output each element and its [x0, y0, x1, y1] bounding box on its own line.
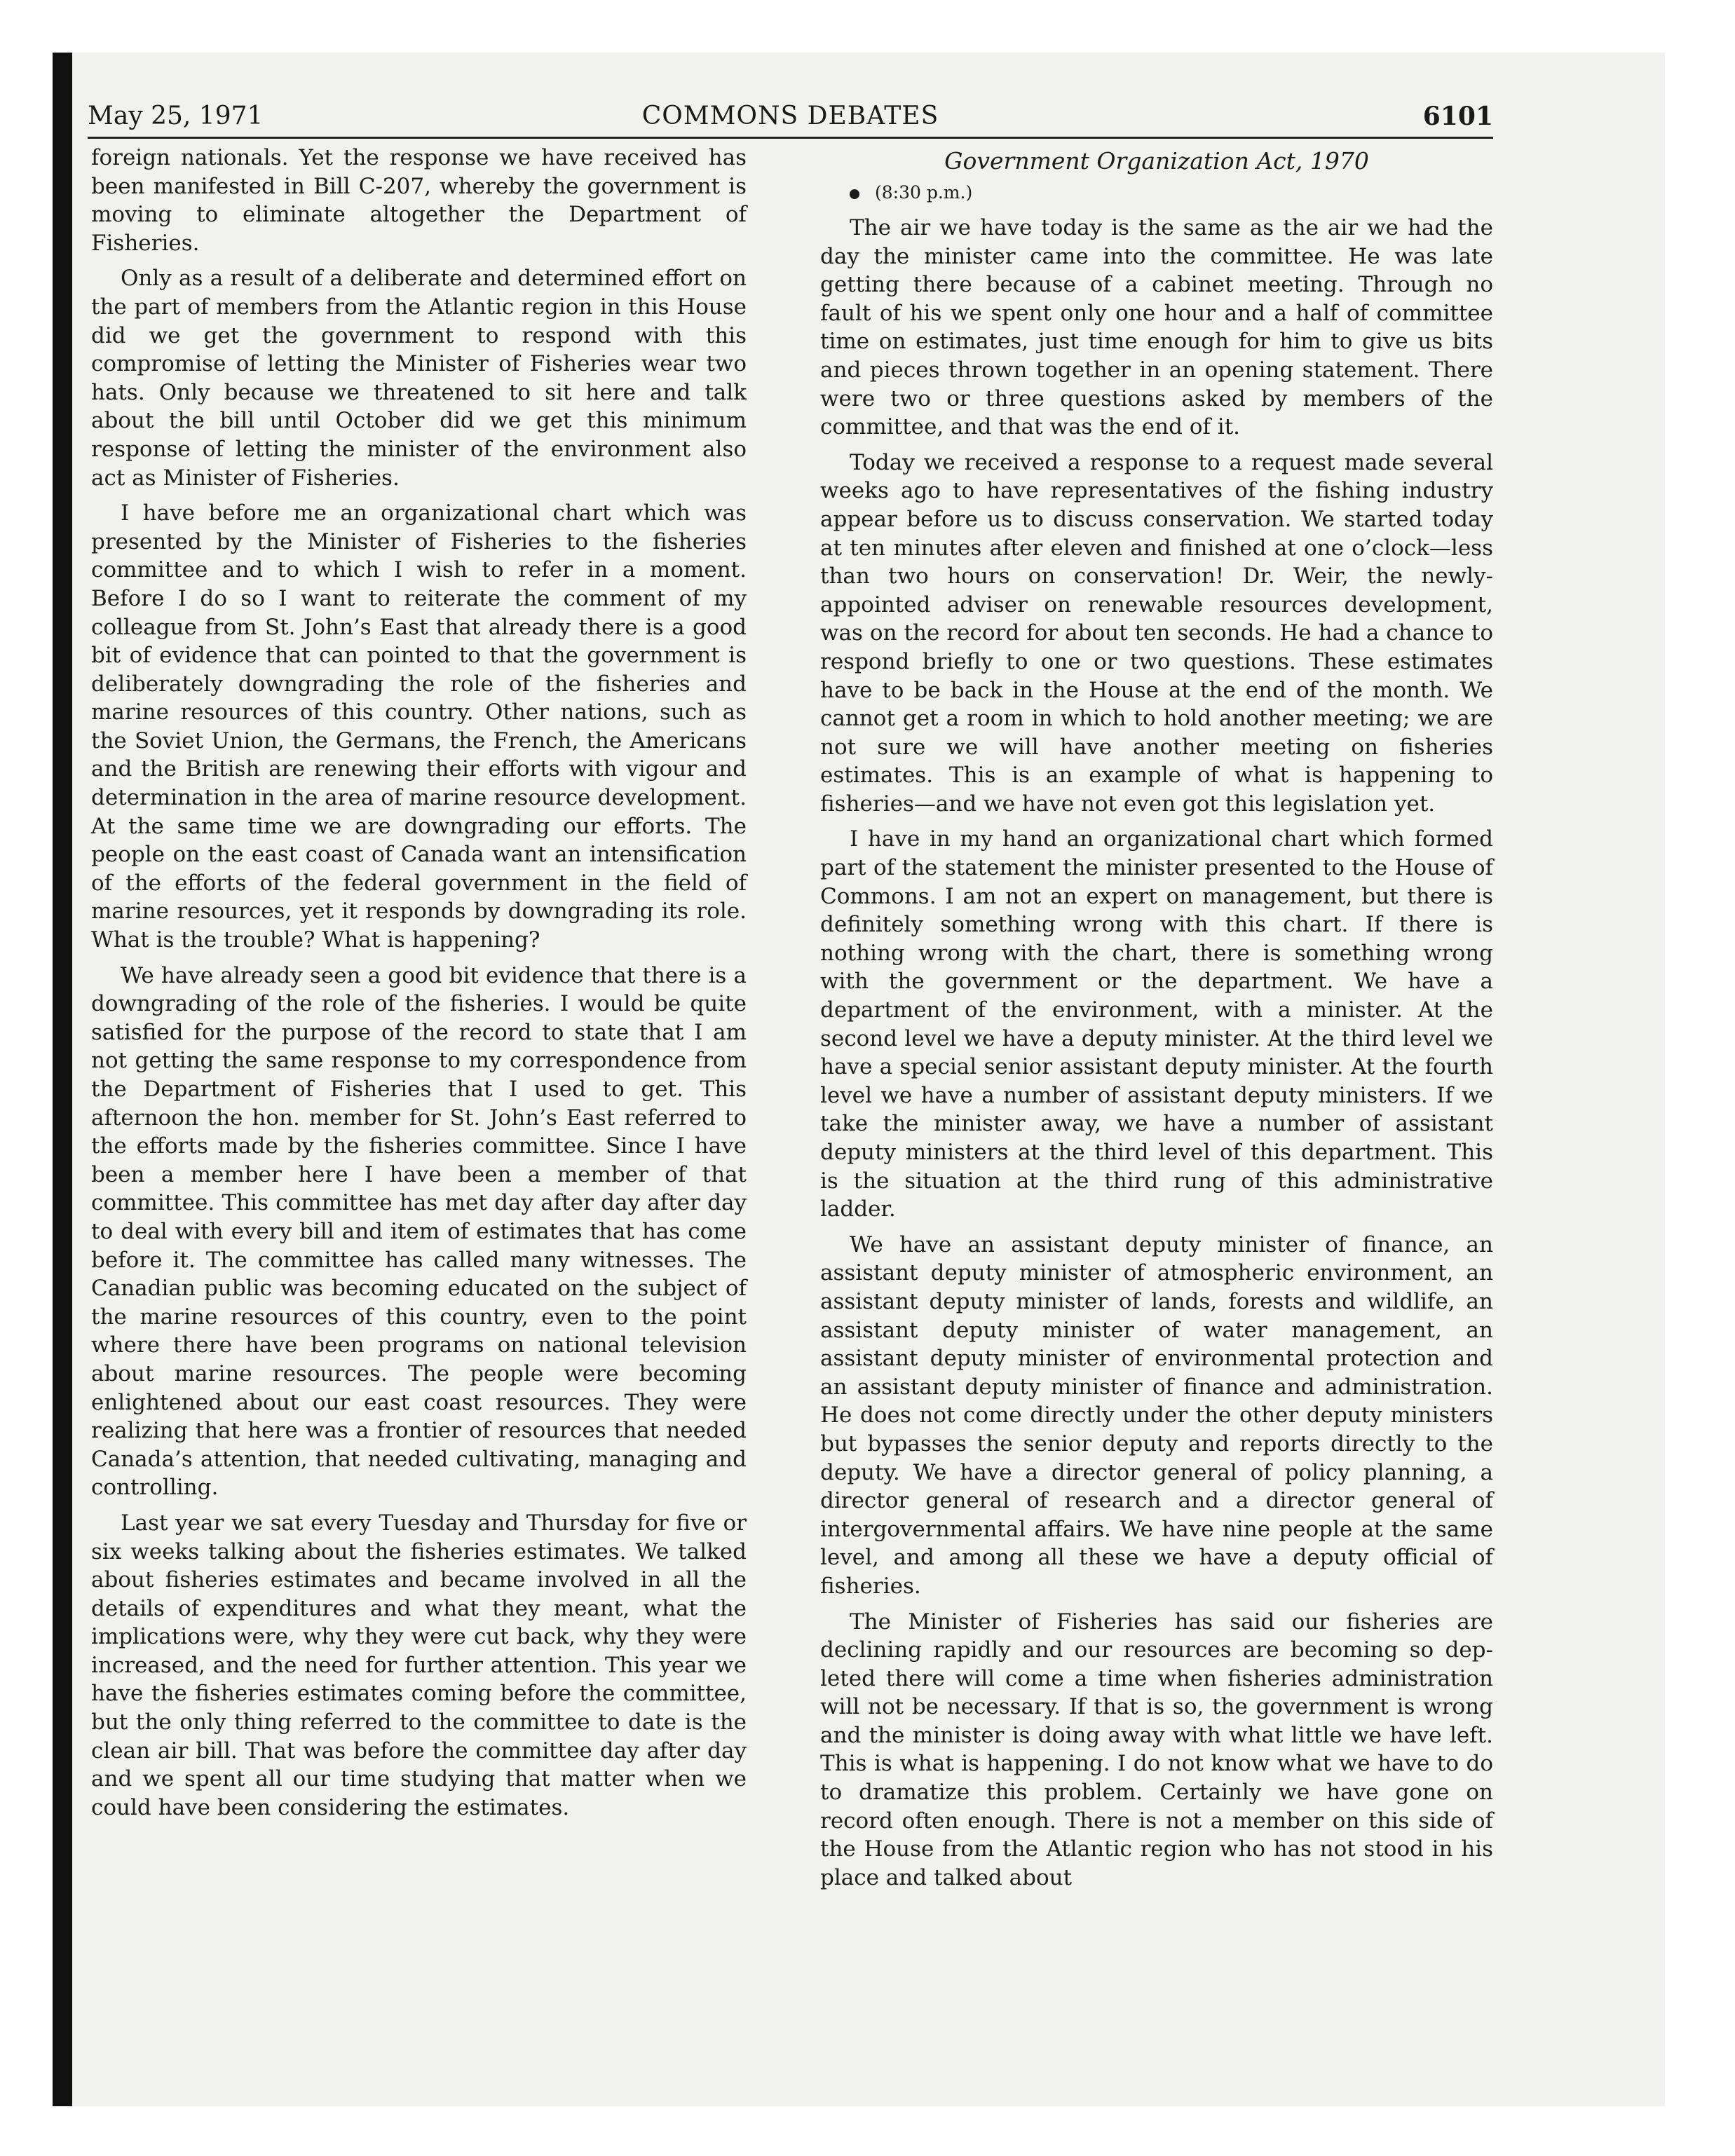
right-paragraph-2: Today we received a response to a request made several weeks ago to have representatives of the fishing industry appear before us to discuss conservation. We started today at ten minutes after eleven and finished at one o’clock—less than two hours on conservation! Dr. Weir, the newly-appointed adviser on renewable resources development, was on the record for about ten seconds. He had a chance to respond briefly to one or two questions. These estimates have to be back in the House at the end of the month. We cannot get a room in which to hold another meeting; we are not sure we will have another meeting on fisheries estimates. This is an example of what is happening to fisheries—and we have not even got this legislation yet.	[820, 449, 1493, 817]
page-header	[88, 102, 1493, 139]
time-stamp	[820, 179, 1493, 207]
right-paragraph-5: The Minister of Fisheries has said our fisheries are declining rapidly and our resources are becoming so depleted there will come a time when fisheries administration will not be necessary. If that is so, the government is wrong and the minister is doing away with what little we have left. This is what is happening. I do not know what we have to do to dramatize this problem. Certainly we have gone on record often enough. There is not a member on this side of the House from the Atlantic region who has not stood in his place and talked about	[820, 1609, 1493, 1890]
header-title: COMMONS DEBATES	[641, 102, 939, 130]
section-title: Government Organization Act, 1970	[944, 147, 1369, 175]
left-column	[91, 144, 747, 1829]
right-paragraph-3: I have in my hand an organizational chart which formed part of the statement the minister presented to the House of Commons. I am not an expert on management, but there is definitely something wrong with this chart. If there is nothing wrong with the chart, there is something wrong with the government or the department. We have a department of the environment, with a minister. At the second level we have a deputy minister. At the third level we have a special senior assistant deputy minister. At the fourth level we have a number of assistant deputy ministers. If we take the minister away, we have a number of assistant deputy ministers at the third level of this department. This is the situation at the third rung of this administrative ladder.	[820, 826, 1493, 1222]
left-paragraph-1: foreign nationals. Yet the response we have received has been manifested in Bill C-207, whereby the government is moving to eliminate altogether the Department of Fisheries.	[91, 145, 747, 256]
header-date: May 25, 1971	[88, 102, 264, 130]
bullet-icon	[850, 189, 859, 199]
left-paragraph-5: Last year we sat every Tuesday and Thursday for five or six weeks talking about the fisheries estimates. We talked about fisheries estimates and became involved in all the details of expenditures and what they meant, what the implications were, why they were cut back, why they were increased, and the need for further attention. This year we have the fisheries estimates coming before the committee, but the only thing referred to the committee to date is the clean air bill. That was before the committee day after day and we spent all our time studying that matter when we could have been considering the estimates.	[91, 1510, 747, 1820]
time-stamp-text: (8:30 p.m.)	[875, 182, 973, 203]
scan-edge	[53, 53, 72, 2106]
left-paragraph-4: We have already seen a good bit evidence that there is a downgrading of the role of the fisheries. I would be quite satisfied for the purpose of the record to state that I am not getting the same response to my correspondence from the Department of Fisheries that I used to get. This afternoon the hon. member for St. John’s East referred to the efforts made by the fisheries committee. Since I have been a member here I have been a member of that committee. This committee has met day after day after day to deal with every bill and item of estimates that has come before it. The committee has called many witnesses. The Canadian public was becoming educated on the subject of the marine resources of this country, even to the point where there have been programs on national television about marine resources. The people were becoming enlightened about our east coast resources. They were realizing that here was a frontier of resources that needed Canada’s attention, that needed cultivating, managing and controlling.	[91, 962, 747, 1501]
left-paragraph-3: I have before me an organizational chart which was presented by the Minister of Fisheries to the fisheries committee and to which I wish to refer in a moment. Before I do so I want to reiterate the comment of my colleague from St. John’s East that already there is a good bit of evidence that can pointed to that the government is deliberately downgrading the role of the fisheries and marine resources of this country. Other nations, such as the Soviet Union, the Germans, the French, the Americans and the British are renewing their efforts with vigour and determination in the area of marine resource development. At the same time we are downgrading our efforts. The people on the east coast of Canada want an intensification of the efforts of the federal government in the field of marine resources, yet it responds by downgrading its role. What is the trouble? What is happening?	[91, 500, 747, 953]
right-paragraph-1: The air we have today is the same as the air we had the day the minister came into the committee. He was late getting there because of a cabinet meeting. Through no fault of his we spent only one hour and a half of committee time on estimates, just time enough for him to give us bits and pieces thrown together in an opening statement. There were two or three questions asked by members of the committee, and that was the end of it.	[820, 215, 1493, 440]
right-paragraph-4: We have an assistant deputy minister of finance, an assistant deputy minister of atmospheric environment, an assistant deputy minister of lands, forests and wildlife, an assistant deputy minister of water management, an assistant deputy minister of environmental protection and an assistant deputy minister of finance and administration. He does not come directly under the other deputy ministers but bypasses the senior deputy and reports directly to the deputy. We have a director general of policy planning, a director general of research and a director general of intergovernmental affairs. We have nine people at the same level, and among all these we have a deputy official of fisheries.	[820, 1231, 1493, 1599]
right-column	[820, 179, 1493, 1899]
left-paragraph-2: Only as a result of a deliberate and determined effort on the part of members from the Atlantic region in this House did we get the government to respond with this compromise of letting the Minister of Fisheries wear two hats. Only because we threatened to sit here and talk about the bill until October did we get this minimum response of letting the minister of the environment also act as Minister of Fisheries.	[91, 266, 747, 491]
header-page-number: 6101	[1422, 102, 1493, 131]
